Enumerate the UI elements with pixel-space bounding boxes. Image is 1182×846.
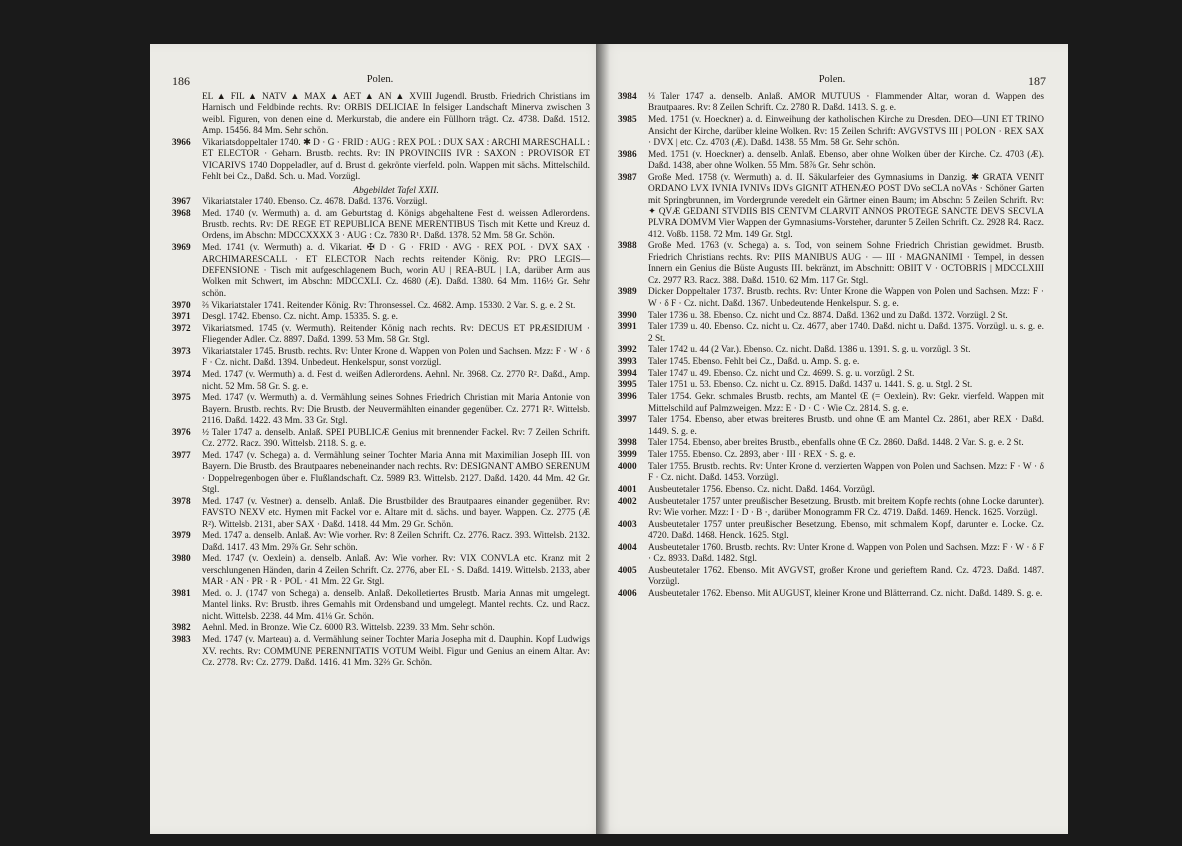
catalog-entry: [172, 243, 590, 300]
catalog-entry: [618, 462, 1044, 485]
lot-description: Taler 1751 u. 53. Ebenso. Cz. nicht u. Cz. 8915. Daßd. 1437 u. 1441. S. g. u. Stgl. 2 St.: [648, 380, 973, 391]
lot-description: Ausbeutetaler 1756. Ebenso. Cz. nicht. Daßd. 1464. Vorzügl.: [648, 484, 875, 495]
lot-number: 3993: [618, 357, 637, 368]
catalog-entry: [618, 369, 1044, 380]
lot-number: 3996: [618, 392, 637, 403]
lot-number: 3972: [172, 323, 191, 334]
catalog-entry: [618, 497, 1044, 520]
lot-description: ⅓ Taler 1747 a. denselb. Anlaß. AMOR MUTUUS · Flammender Altar, woran d. Wappen des Brautpaares. Rv: 8 Zeilen Schrift. Cz. 2780 R. Daßd. 1413. S. g. e.: [648, 92, 1044, 114]
lot-description: EL ▲ FIL ▲ NATV ▲ MAX ▲ AET ▲ AN ▲ XVIII Jugendl. Brustb. Friedrich Christians im Harnisch und Feldbinde rechts. Rv: ORBIS DELICIAE In felsiger Landschaft Minerva zwischen 3 weibl. Figuren, von denen eine d. Merkurstab, die andere ein Füllhorn trägt. Cz. 4738. Daßd. 1512. Amp. 15456. 84 Mm. Sehr schön.: [202, 92, 590, 137]
lot-description: Taler 1742 u. 44 (2 Var.). Ebenso. Cz. nicht. Daßd. 1386 u. 1391. S. g. u. vorzügl. 3 St.: [648, 345, 971, 356]
lot-description: Taler 1755. Ebenso. Cz. 2893, aber · III · REX · S. g. e.: [648, 450, 856, 461]
lot-description: Taler 1747 u. 49. Ebenso. Cz. nicht und Cz. 4699. S. g. u. vorzügl. 2 St.: [648, 368, 915, 379]
lot-description: Große Med. 1763 (v. Schega) a. s. Tod, von seinem Sohne Friedrich Christian gewidmet. Brustb. Friedrich Christians rechts. Rv: PIIS MANIBUS AUG · — III · MAGNANIMI · Tempel, in dessen Innern ein Genius die Büste Augusts III. bekränzt, im Abschnitt: OBIIT V · OCTOBRIS | MDCCLXIII Cz. 2977 R3. Racz. 388. Daßd. 1510. 62 Mm. 117 Gr. Stgl.: [648, 241, 1044, 286]
right-page-header: [618, 74, 1046, 88]
lot-description: Med. 1751 (v. Hoeckner) a. d. Einweihung der katholischen Kirche zu Dresden. DEO—UNI ET TRINO Ansicht der Kirche, darüber kleine Wolken. Rv: 15 Zeilen Schrift: AVGVSTVS III | POLON · REX SAX · DVX | etc. Cz. 4703 (Æ). Daßd. 1438. 55 Mm. 58 Gr. Sehr schön.: [648, 115, 1044, 148]
catalog-entry: [618, 345, 1044, 356]
lot-description: Vikariatsdoppeltaler 1740. ✱ D · G · FRID : AUG : REX POL : DUX SAX : ARCHI MARESCHALL : ET ELECTOR · Geharn. Brustb. rechts. Rv: IN PROVINCIIS IVR : SAXON : PROVISOR ET VICARIVS 1740 Doppeladler, auf d. Brust d. gekrönte vierfeld. poln. Wappen mit sächs. Mittelschild. Fehlt bei Cz., Daßd. Sch. u. Mad. Vorzügl.: [202, 137, 590, 183]
lot-description: Ausbeutetaler 1757 unter preußischer Besetzung. Ebenso, mit schmalem Kopf, darunter e. Locke. Cz. 4720. Daßd. 1468. Henck. 1625. Stgl.: [648, 519, 1044, 542]
lot-number: 4005: [618, 565, 637, 576]
lot-number: 3984: [618, 92, 637, 102]
lot-number: 3966: [172, 137, 191, 148]
lot-number: 3995: [618, 380, 637, 391]
left-entries: [172, 92, 590, 669]
lot-number: 4004: [618, 542, 637, 553]
lot-number: 3976: [172, 427, 191, 438]
lot-description: Desgl. 1742. Ebenso. Cz. nicht. Amp. 15335. S. g. e.: [202, 312, 398, 323]
catalog-entry: [618, 322, 1044, 345]
lot-description: Taler 1739 u. 40. Ebenso. Cz. nicht u. Cz. 4677, aber 1740. Daßd. nicht u. Daßd. 1375. Vorzügl. u. s. g. e. 2 St.: [648, 322, 1044, 344]
lot-description: Taler 1754. Ebenso, aber etwas breiteres Brustb. und ohne Œ am Mantel Cz. 2861, aber REX · Daßd. 1449. S. g. e.: [648, 415, 1044, 437]
lot-number: 3999: [618, 450, 637, 461]
lot-description: Ausbeutetaler 1757 unter preußischer Besetzung. Brustb. mit breitem Kopfe rechts (ohne Locke darunter). Rv: Wie vorher. Mzz: I · D · B ·, darüber Monogramm FR Cz. 4719. Daßd. 1469. Henck. 1625. Vorzügl.: [648, 496, 1044, 518]
lot-description: Med. o. J. (1747 von Schega) a. denselb. Anlaß. Dekolletiertes Brustb. Maria Annas mit umgelegt. Mantel links. Rv: Brustb. ihres Gemahls mit Ordensband und umgelegt. Mantel rechts. Cz. und Racz. nicht. Wittelsb. 2238. 44 Mm. 41⅛ Gr. Schön.: [202, 588, 590, 622]
lot-description: Med. 1747 (v. Schega) a. d. Vermählung seiner Tochter Maria Anna mit Maximilian Joseph III. von Bayern. Die Brustb. des Brautpaares nebeneinander nach rechts. Rv: DESIGNANT AMBO SERENUM · Doppelregenbogen über e. Flußlandschaft. Cz. 5989 R3. Wittelsb. 2127. Daßd. 1420. 44 Mm. 42 Gr. Stgl.: [202, 450, 590, 496]
catalog-entry: [172, 497, 590, 531]
lot-number: 3973: [172, 347, 191, 358]
catalog-entry: [618, 92, 1044, 115]
catalog-entry: [172, 623, 590, 634]
lot-number: 3989: [618, 287, 637, 298]
catalog-entry: [172, 138, 590, 184]
lot-description: Ausbeutetaler 1762. Ebenso. Mit AUGUST, kleiner Krone und Blätterrand. Cz. nicht. Daßd. 1489. S. g. e.: [648, 589, 1043, 599]
lot-number: 3990: [618, 310, 637, 321]
catalog-entry: [618, 485, 1044, 496]
catalog-entry: [172, 324, 590, 347]
catalog-entry: [618, 150, 1044, 173]
lot-description: Med. 1747 (v. Vestner) a. denselb. Anlaß. Die Brustbilder des Brautpaares einander gegenüber. Rv: FAVSTO NEXV etc. Hymen mit Fackel vor e. Altare mit d. sächs. und bayer. Wappen. Cz. 2775 (Æ R²). Wittelsb. 2131, aber SAX · Daßd. 1418. 44 Mm. 29 Gr. Schön.: [202, 496, 590, 530]
lot-description: Taler 1736 u. 38. Ebenso. Cz. nicht und Cz. 8874. Daßd. 1362 und zu Daßd. 1372. Vorzügl. 2 St.: [648, 310, 1008, 321]
left-page-header: [172, 74, 588, 88]
lot-number: 3985: [618, 115, 637, 126]
page-number: 186: [172, 74, 190, 88]
lot-description: Aehnl. Med. in Bronze. Wie Cz. 6000 R3. Wittelsb. 2239. 33 Mm. Sehr schön.: [202, 623, 495, 634]
catalog-entry: [618, 173, 1044, 241]
catalog-entry: [618, 311, 1044, 322]
catalog-entry: [618, 520, 1044, 543]
lot-number: 3981: [172, 588, 191, 599]
lot-number: 3988: [618, 241, 637, 252]
catalog-entry: [172, 451, 590, 497]
plate-caption: Abgebildet Tafel XXII.: [353, 184, 439, 196]
lot-description: Dicker Doppeltaler 1737. Brustb. rechts. Rv: Unter Krone die Wappen von Polen und Sachsen. Mzz: F · W · δ F · Cz. nicht. Daßd. 1367. Unbedeutende Henkelspur. S. g. e.: [648, 287, 1044, 309]
lot-description: Ausbeutetaler 1760. Brustb. rechts. Rv: Unter Krone d. Wappen von Polen und Sachsen. Mzz: F · W · δ F · Cz. 8933. Daßd. 1482. Stgl.: [648, 542, 1044, 565]
catalog-entry: [172, 370, 590, 393]
lot-number: 3975: [172, 393, 191, 404]
lot-number: 3997: [618, 415, 637, 426]
lot-description: Med. 1740 (v. Wermuth) a. d. am Geburtstag d. Königs abgehaltene Fest d. weissen Adlerordens. Brustb. rechts. Rv: DE REGE ET REPUBLICA BENE MERENTIBUS Tisch mit Kette und Kreuz d. Ordens, im Abschn: MDCCXXXX 3 · AUG : Cz. 7830 R¹. Daßd. 1378. 52 Mm. 58 Gr. Schön.: [202, 208, 590, 242]
catalog-entry: [172, 312, 590, 323]
lot-number: 3987: [618, 172, 637, 183]
lot-number: 3980: [172, 554, 191, 565]
lot-description: ⅔ Vikariatstaler 1741. Reitender König. Rv: Thronsessel. Cz. 4682. Amp. 15330. 2 Var. S. g. e. 2 St.: [202, 300, 576, 311]
catalog-entry: [618, 115, 1044, 149]
lot-description: Taler 1754. Gekr. schmales Brustb. rechts, am Mantel Œ (= Oexlein). Rv: Gekr. vierfeld. Wappen mit Mittelschild auf Palmzweigen. Mzz: E · D · C · Wie Cz. 2814. S. g. e.: [648, 392, 1044, 414]
lot-description: Taler 1754. Ebenso, aber breites Brustb., ebenfalls ohne Œ Cz. 2860. Daßd. 1448. 2 Var. S. g. e. 2 St.: [648, 438, 1024, 449]
lot-number: 3970: [172, 300, 191, 311]
catalog-entry: [618, 415, 1044, 438]
lot-description: Ausbeutetaler 1762. Ebenso. Mit AVGVST, großer Krone und gerieftem Rand. Cz. 4723. Daßd. 1487. Vorzügl.: [648, 565, 1044, 588]
lot-number: 3974: [172, 370, 191, 381]
page-number: 187: [1028, 74, 1046, 88]
catalog-entry: [618, 438, 1044, 449]
catalog-entry: [618, 287, 1044, 310]
lot-number: 3969: [172, 243, 191, 254]
lot-description: Med. 1747 a. denselb. Anlaß. Av: Wie vorher. Rv: 8 Zeilen Schrift. Cz. 2776. Racz. 393. Wittelsb. 2132. Daßd. 1417. 43 Mm. 29⅞ Gr. Sehr schön.: [202, 531, 590, 553]
lot-number: 3991: [618, 322, 637, 333]
catalog-entry: [172, 531, 590, 554]
lot-number: 3971: [172, 312, 191, 323]
lot-number: 4001: [618, 484, 637, 495]
lot-number: 4002: [618, 496, 637, 507]
lot-number: 4006: [618, 589, 637, 599]
book-gutter: [596, 44, 610, 834]
lot-description: Med. 1751 (v. Hoeckner) a. denselb. Anlaß. Ebenso, aber ohne Wolken über der Kirche. Cz. 4703 (Æ). Daßd. 1438, aber ohne Wolken. 55 Mm. 58⅞ Gr. Sehr schön.: [648, 149, 1044, 172]
lot-description: ½ Taler 1747 a. denselb. Anlaß. SPEI PUBLICÆ Genius mit brennender Fackel. Rv: 7 Zeilen Schrift. Cz. 2772. Racz. 390. Wittelsb. 2118. S. g. e.: [202, 427, 590, 450]
lot-number: 3994: [618, 368, 637, 379]
right-entries: [618, 92, 1044, 600]
lot-number: 3986: [618, 149, 637, 160]
lot-number: 3968: [172, 208, 191, 219]
lot-number: 3978: [172, 496, 191, 507]
catalog-entry: [172, 209, 590, 243]
catalog-entry: [172, 589, 590, 623]
catalog-entry: [172, 554, 590, 588]
lot-number: 3992: [618, 345, 637, 356]
lot-number: 3998: [618, 438, 637, 449]
left-page: [150, 44, 610, 834]
catalog-entry: [172, 635, 590, 669]
catalog-entry: [618, 380, 1044, 391]
catalog-entry: [618, 566, 1044, 589]
lot-number: 3977: [172, 450, 191, 461]
catalog-entry: [618, 589, 1044, 600]
lot-description: Vikariatstaler 1740. Ebenso. Cz. 4678. Daßd. 1376. Vorzügl.: [202, 196, 428, 207]
catalog-entry: [172, 428, 590, 451]
lot-description: Vikariatstaler 1745. Brustb. rechts. Rv: Unter Krone d. Wappen von Polen und Sachsen. Mzz: F · W · δ F · Cz. nicht. Daßd. 1394. Unbedeut. Henkelspur, sonst vorzügl.: [202, 347, 590, 369]
lot-number: 3979: [172, 531, 191, 542]
lot-description: Taler 1745. Ebenso. Fehlt bei Cz., Daßd. u. Amp. S. g. e.: [648, 357, 860, 368]
running-title: Polen.: [818, 74, 846, 85]
catalog-entry: [172, 197, 590, 208]
lot-description: Med. 1747 (v. Wermuth) a. d. Fest d. weißen Adlerordens. Aehnl. Nr. 3968. Cz. 2770 R². Daßd., Amp. nicht. 52 Mm. 58 Gr. S. g. e.: [202, 370, 590, 392]
lot-number: 3982: [172, 623, 191, 634]
lot-description: Med. 1747 (v. Oexlein) a. denselb. Anlaß. Av: Wie vorher. Rv: VIX CONVLA etc. Kranz mit 2 verschlungenen Händen, darin 4 Zeilen Schrift. Cz. 2776, aber EL · S. Daßd. 1419. Wittelsb. 2133, aber MAR · AN · PR · R · POL · 41 Mm. 22 Gr. Stgl.: [202, 554, 590, 588]
catalog-entry: [172, 301, 590, 312]
catalog-entry: [172, 92, 590, 138]
running-title: Polen.: [366, 74, 394, 85]
lot-description: Große Med. 1758 (v. Wermuth) a. d. II. Säkularfeier des Gymnasiums in Danzig. ✱ GRATA VENIT ORDANO LVX IVNIA IVNIVs IDVs GIGNIT ATHENÆO POST DVo seCLA noVAs · Schöner Garten mit Springbrunnen, im Vordergrunde veredelt ein Gärtner einen Baum; im Abschn: 5 Zeilen Schrift. Rv: ✦ QVÆ GEDANI STVDIIS BIS CENTVM CLARVIT ANNOS PROTEGE SANCTE DEVS SECVLA PLVRA DOMVM Vier Wappen der Gymnasiums-Vorsteher, darunter 5 Zeilen Schrift. Cz. 2928 R4. Racz. 412. Voßb. 1158. 72 Mm. 149 Gr. Stgl.: [648, 172, 1044, 240]
lot-number: 4003: [618, 519, 637, 530]
lot-number: 3967: [172, 196, 191, 207]
lot-description: Med. 1741 (v. Wermuth) a. d. Vikariat. ✠ D · G · FRID · AVG · REX POL · DVX SAX · ARCHIMARESCALL · ET ELECTOR Nach rechts reitender König. Rv: PRO LEGIS—DEFENSIONE · Tisch mit aufgeschlagenem Buch, worin AU | REA-BUL | I.A, darüber Arm aus Wolken mit Schwert, im Abschn: MDCCXLI. Cz. 4680 (Æ). Daßd. 1380. 64 Mm. 116½ Gr. Sehr schön.: [202, 243, 590, 299]
right-page: [596, 44, 1068, 834]
catalog-entry: [172, 393, 590, 427]
catalog-entry: [618, 241, 1044, 287]
lot-description: Vikariatsmed. 1745 (v. Wermuth). Reitender König nach rechts. Rv: DECUS ET PRÆSIDIUM · Fliegender Adler. Cz. 8897. Daßd. 1399. 53 Mm. 58 Gr. Stgl.: [202, 323, 590, 346]
lot-number: 3983: [172, 635, 191, 646]
catalog-entry: [618, 543, 1044, 566]
lot-description: Med. 1747 (v. Wermuth) a. d. Vermählung seines Sohnes Friedrich Christian mit Maria Antonie von Bayern. Brustb. rechts. Rv: Die Brustb. der Neuvermählten einander gegenüber. Cz. 2771 R². Wittelsb. 2116. Daßd. 1422. 43 Mm. 33 Gr. Stgl.: [202, 393, 590, 427]
lot-number: 4000: [618, 461, 637, 472]
catalog-entry: [618, 450, 1044, 461]
lot-description: Taler 1755. Brustb. rechts. Rv: Unter Krone d. verzierten Wappen von Polen und Sachsen. Mzz: F · W · δ F · Cz. nicht. Daßd. 1453. Vorzügl.: [648, 461, 1044, 484]
lot-description: Med. 1747 (v. Marteau) a. d. Vermählung seiner Tochter Maria Josepha mit d. Dauphin. Kopf Ludwigs XV. rechts. Rv: COMMUNE PERENNITATIS VOTUM Weibl. Figur und Genius an einem Altar. Av: Cz. 2778. Rv: Cz. 2779. Daßd. 1416. 41 Mm. 32⅔ Gr. Schön.: [202, 635, 590, 668]
catalog-entry: [618, 357, 1044, 368]
catalog-entry: [172, 347, 590, 370]
catalog-entry: [618, 392, 1044, 415]
